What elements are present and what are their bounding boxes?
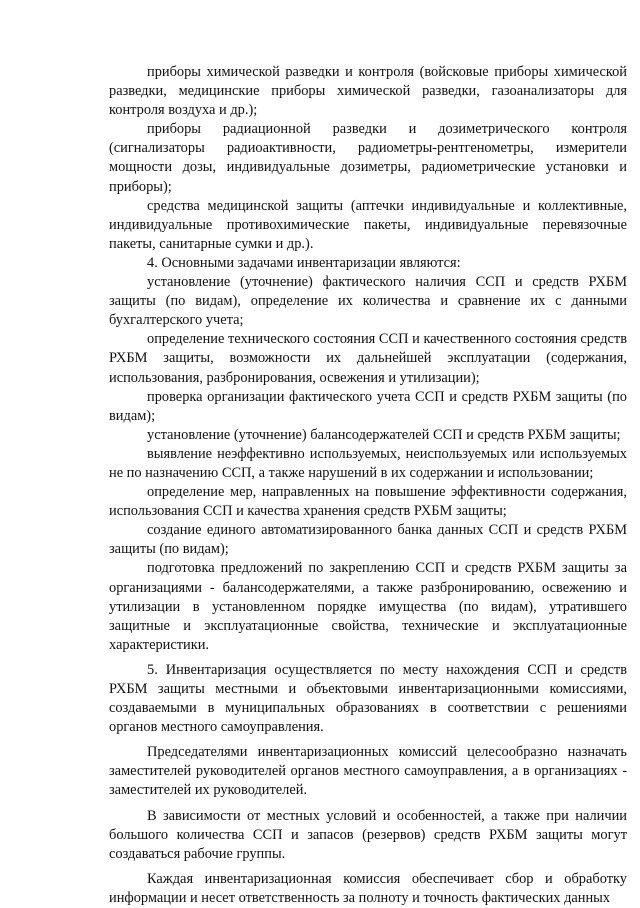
paragraph-commission-responsibility: Каждая инвентаризационная комиссия обеспечивает сбор и обработку информации и несет ответственность за полноту и точность фактических данных <box>109 870 627 906</box>
paragraph-task-efficiency-measures: определение мер, направленных на повышение эффективности содержания, использования ССП и качества хранения средств РХБМ защиты; <box>109 484 627 520</box>
paragraph-radiation-reconnaissance: приборы радиационной разведки и дозиметрического контроля (сигнализаторы радиоактивности, радиометры-рентгенометры, измерители мощности дозы, индивидуальные дозиметры, радиометрические установки и приборы); <box>109 121 627 195</box>
paragraph-main-tasks-heading: 4. Основными задачами инвентаризации являются: <box>147 254 461 271</box>
document-page <box>109 63 627 908</box>
paragraph-medical-protection: средства медицинской защиты (аптечки индивидуальные и коллективные, индивидуальные противохимические пакеты, индивидуальные перевязочные пакеты, санитарные сумки и др.). <box>109 197 627 252</box>
paragraph-chemical-reconnaissance: приборы химической разведки и контроля (войсковые приборы химической разведки, медицинские приборы химической разведки, газоанализаторы для контроля воздуха и др.); <box>109 64 627 119</box>
paragraph-commission-chairs: Председателями инвентаризационных комиссий целесообразно назначать заместителей руководителей органов местного самоуправления, а в организациях - заместителей их руководителей. <box>109 744 627 799</box>
paragraph-task-accounting-check: проверка организации фактического учета ССП и средств РХБМ защиты (по видам); <box>109 388 627 424</box>
paragraph-task-balance-holders: установление (уточнение) балансодержателей ССП и средств РХБМ защиты; <box>147 426 621 443</box>
paragraph-inventory-location: 5. Инвентаризация осуществляется по месту нахождения ССП и средств РХБМ защиты местными и объектовыми инвентаризационными комиссиями, создаваемыми в муниципальных образованиях в соответствии с решениями органов местного самоуправления. <box>109 661 627 736</box>
paragraph-task-technical-state: определение технического состояния ССП и качественного состояния средств РХБМ защиты, возможности их дальнейшей эксплуатации (содержания, использования, разбронирования, освежения и утилизации); <box>109 331 627 386</box>
paragraph-working-groups: В зависимости от местных условий и особенностей, а также при наличии большого количества ССП и запасов (резервов) средств РХБМ защиты могут создаваться рабочие группы. <box>109 807 627 862</box>
paragraph-task-availability: установление (уточнение) фактического наличия ССП и средств РХБМ защиты (по видам), определение их количества и сравнение их с данными бухгалтерского учета; <box>109 274 627 329</box>
paragraph-task-identify-inefficient: выявление неэффективно используемых, неиспользуемых или используемых не по назначению ССП, а также нарушений в их содержании и использовании; <box>109 445 627 481</box>
paragraph-task-proposals: подготовка предложений по закреплению ССП и средств РХБМ защиты за организациями - балансодержателями, а также разбронированию, освежению и утилизации в установленном порядке имущества (по видам), утратившего защитные и эксплуатационные свойства, технические и эксплуатационные характеристики. <box>109 560 627 653</box>
paragraph-task-data-bank: создание единого автоматизированного банка данных ССП и средств РХБМ защиты (по видам); <box>109 522 627 558</box>
